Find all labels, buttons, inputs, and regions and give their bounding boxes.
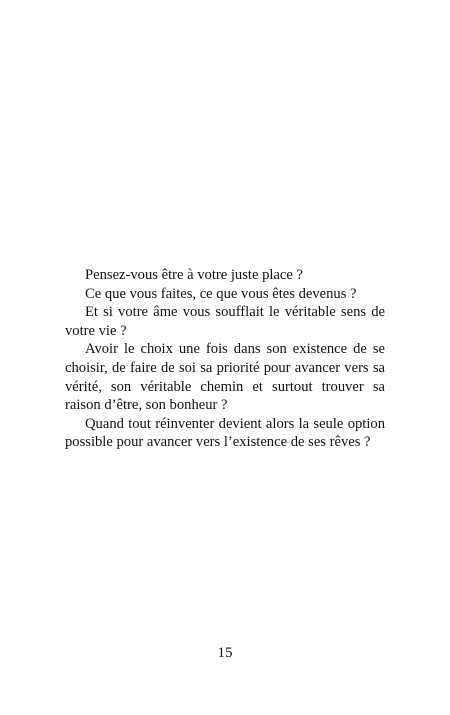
- body-text: [65, 266, 385, 452]
- paragraph: Avoir le choix une fois dans son existence de se choisir, de faire de soi sa priorité pour avancer vers sa vérité, son véritable chemin et surtout trouver sa raison d’être, son bonheur ?: [65, 341, 385, 414]
- paragraph: Quand tout réinventer devient alors la seule option possible pour avancer vers l’existence de ses rêves ?: [65, 415, 385, 451]
- paragraph: Ce que vous faites, ce que vous êtes devenus ?: [85, 285, 357, 302]
- page-number: 15: [217, 645, 233, 661]
- paragraph: Pensez-vous être à votre juste place ?: [85, 267, 304, 283]
- paragraph: Et si votre âme vous soufflait le véritable sens de votre vie ?: [65, 304, 385, 339]
